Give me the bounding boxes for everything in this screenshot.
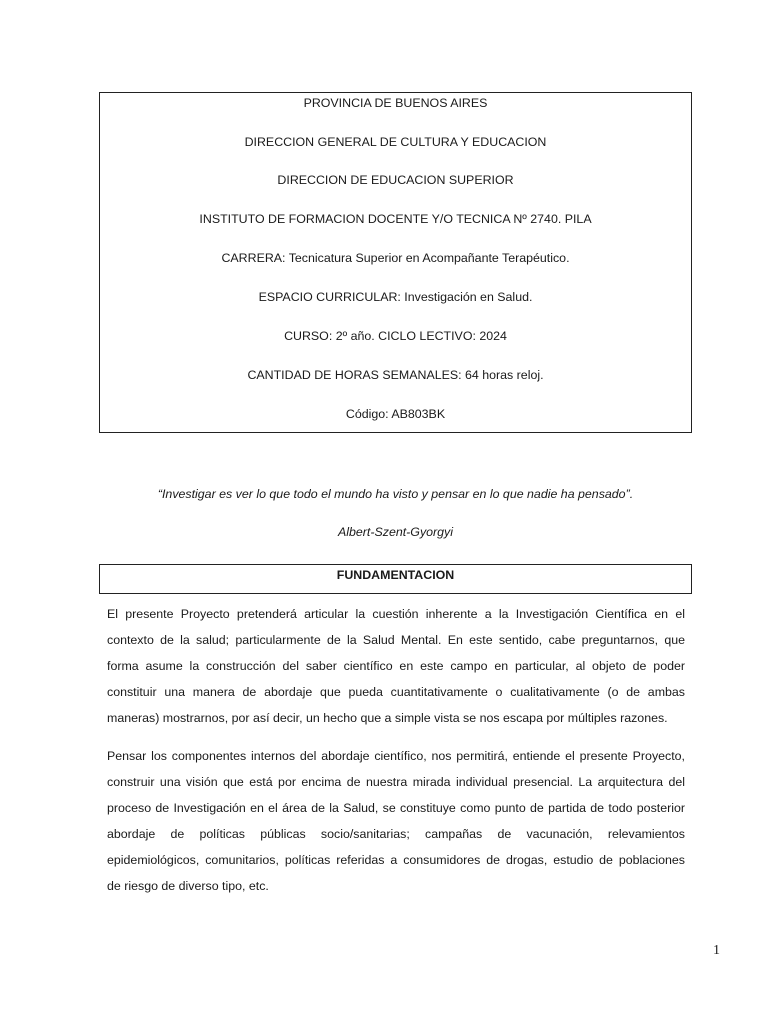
- paragraph-line: de riesgo de diverso tipo, etc.: [107, 879, 269, 893]
- paragraph-line: El presente Proyecto pretenderá articular la cuestión inherente a la Investigación Científica en el: [107, 607, 685, 621]
- header-line-general-direction: DIRECCION GENERAL DE CULTURA Y EDUCACION: [244, 135, 547, 149]
- header-line-province: PROVINCIA DE BUENOS AIRES: [303, 96, 488, 110]
- paragraph-line: proceso de Investigación en el área de la Salud, se constituye como punto de partida de todo posterior: [107, 801, 685, 815]
- header-line-course: CURSO: 2º año. CICLO LECTIVO: 2024: [284, 329, 507, 343]
- header-line-career: CARRERA: Tecnicatura Superior en Acompañante Terapéutico.: [221, 251, 570, 265]
- paragraph-line: abordaje de políticas públicas socio/sanitarias; campañas de vacunación, relevamientos: [107, 827, 685, 841]
- section-title: FUNDAMENTACION: [336, 568, 455, 582]
- paragraph-line: construir una visión que está por encima de nuestra mirada individual presencial. La arquitectura del: [107, 775, 685, 789]
- paragraph-line: forma asume la construcción del saber científico en este campo en particular, al objeto de poder: [107, 659, 685, 673]
- section-title-box: [99, 564, 692, 594]
- institution-header-box: [99, 92, 692, 433]
- header-line-curricular-space: ESPACIO CURRICULAR: Investigación en Salud.: [258, 290, 533, 304]
- epigraph-author: Albert-Szent-Gyorgyi: [338, 525, 453, 539]
- paragraph-line: Pensar los componentes internos del abordaje científico, nos permitirá, entiende el presente Proyecto,: [107, 749, 685, 763]
- epigraph-quote: “Investigar es ver lo que todo el mundo ha visto y pensar en lo que nadie ha pensado”.: [157, 487, 634, 501]
- header-line-code: Código: AB803BK: [345, 407, 446, 421]
- page-number: 1: [713, 943, 720, 958]
- paragraph-line: constituir una manera de abordaje que pueda cuantitativamente o cualitativamente (o de ambas: [107, 685, 685, 699]
- paragraph-line: contexto de la salud; particularmente de la Salud Mental. En este sentido, cabe preguntarnos, que: [107, 633, 685, 647]
- paragraph-line: maneras) mostrarnos, por así decir, un hecho que a simple vista se nos escapa por múltiples razones.: [107, 711, 668, 725]
- header-line-superior-direction: DIRECCION DE EDUCACION SUPERIOR: [277, 173, 514, 187]
- paragraph-line: epidemiológicos, comunitarios, políticas referidas a consumidores de drogas, estudio de poblaciones: [107, 853, 685, 867]
- header-line-weekly-hours: CANTIDAD DE HORAS SEMANALES: 64 horas reloj.: [247, 368, 544, 382]
- header-line-institute: INSTITUTO DE FORMACION DOCENTE Y/O TECNICA Nº 2740. PILA: [199, 212, 592, 226]
